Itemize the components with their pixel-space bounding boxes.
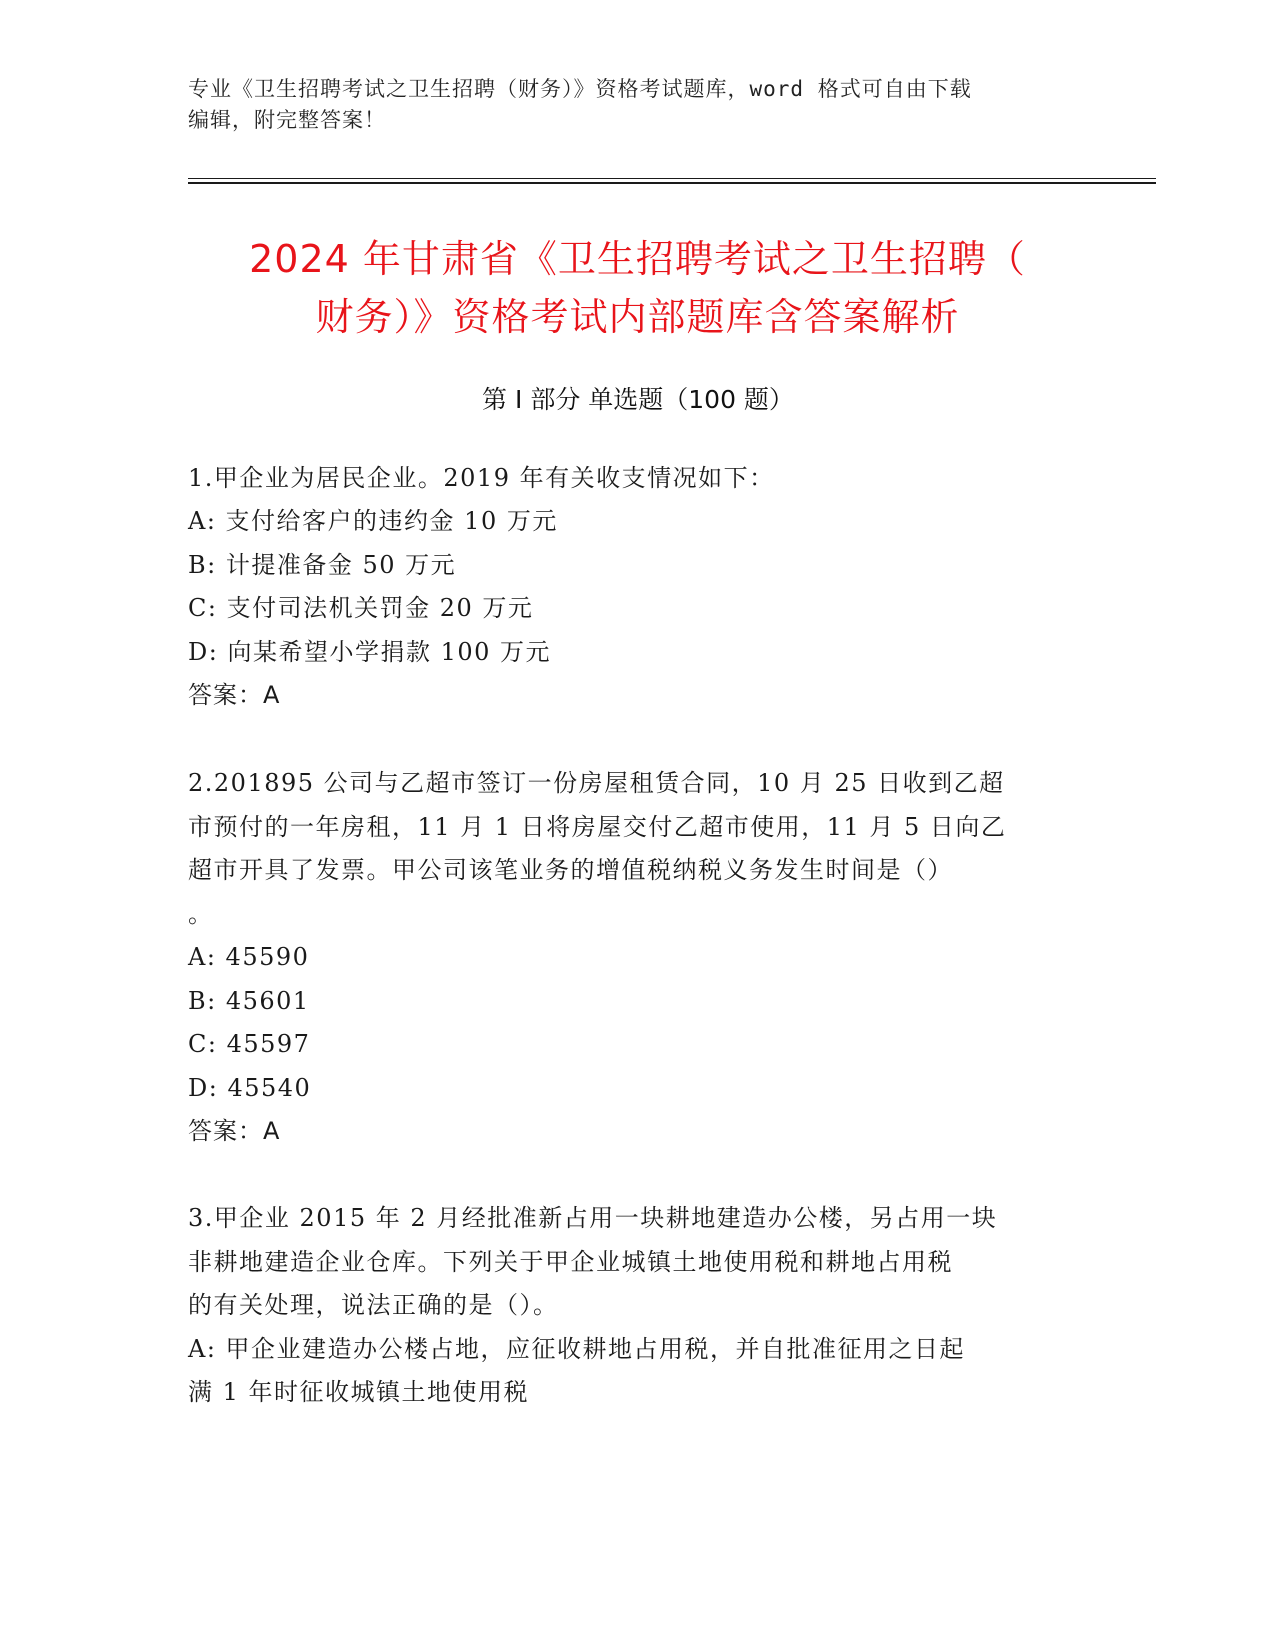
question-2-option-a: A: 45590 [188, 943, 310, 971]
question-3-stem-line-3: 的有关处理，说法正确的是（）。 [188, 1291, 559, 1319]
question-2-stem-line-3: 超市开具了发票。甲公司该笔业务的增值税纳税义务发生时间是（） [188, 856, 953, 884]
header-note-line-2: 编辑，附完整答案！ [188, 108, 386, 132]
question-3-option-a-continued: 满 1 年时征收城镇土地使用税 [188, 1378, 530, 1406]
question-2-stem-line-1: 2.201895 公司与乙超市签订一份房屋租赁合同，10 月 25 日收到乙超 [188, 769, 1005, 797]
header-note-line-1: 专业《卫生招聘考试之卫生招聘（财务）》资格考试题库，word 格式可自由下载 [188, 77, 972, 101]
question-2-option-d: D: 45540 [188, 1074, 312, 1102]
question-2-stem-line-2: 市预付的一年房租，11 月 1 日将房屋交付乙超市使用，11 月 5 日向乙 [188, 813, 1007, 841]
question-3-stem-line-2: 非耕地建造企业仓库。下列关于甲企业城镇土地使用税和耕地占用税 [188, 1248, 953, 1276]
question-1-answer: 答案：A [188, 681, 281, 709]
question-2-answer: 答案：A [188, 1117, 281, 1145]
document-title-line-2: 财务）》资格考试内部题库含答案解析 [315, 295, 960, 339]
document-title-line-1: 2024 年甘肃省《卫生招聘考试之卫生招聘（ [249, 237, 1026, 281]
question-2-stem-line-4: 。 [188, 900, 214, 928]
section-title: 第 I 部分 单选题（100 题） [482, 385, 794, 414]
question-1-option-b: B: 计提准备金 50 万元 [188, 551, 457, 579]
header-rule-thick [188, 182, 1156, 184]
question-1-stem: 1.甲企业为居民企业。2019 年有关收支情况如下： [188, 464, 775, 492]
question-2-option-b: B: 45601 [188, 987, 310, 1015]
question-1-option-d: D: 向某希望小学捐款 100 万元 [188, 638, 552, 666]
header-note [188, 74, 1088, 136]
question-1-option-c: C: 支付司法机关罚金 20 万元 [188, 594, 534, 622]
question-3-option-a: A: 甲企业建造办公楼占地，应征收耕地占用税，并自批准征用之日起 [188, 1335, 966, 1363]
document-title [150, 230, 1125, 346]
question-1-option-a: A: 支付给客户的违约金 10 万元 [188, 507, 558, 535]
question-2-option-c: C: 45597 [188, 1030, 311, 1058]
question-3-stem-line-1: 3.甲企业 2015 年 2 月经批准新占用一块耕地建造办公楼，另占用一块 [188, 1204, 998, 1232]
header-rule-thin [188, 178, 1156, 179]
